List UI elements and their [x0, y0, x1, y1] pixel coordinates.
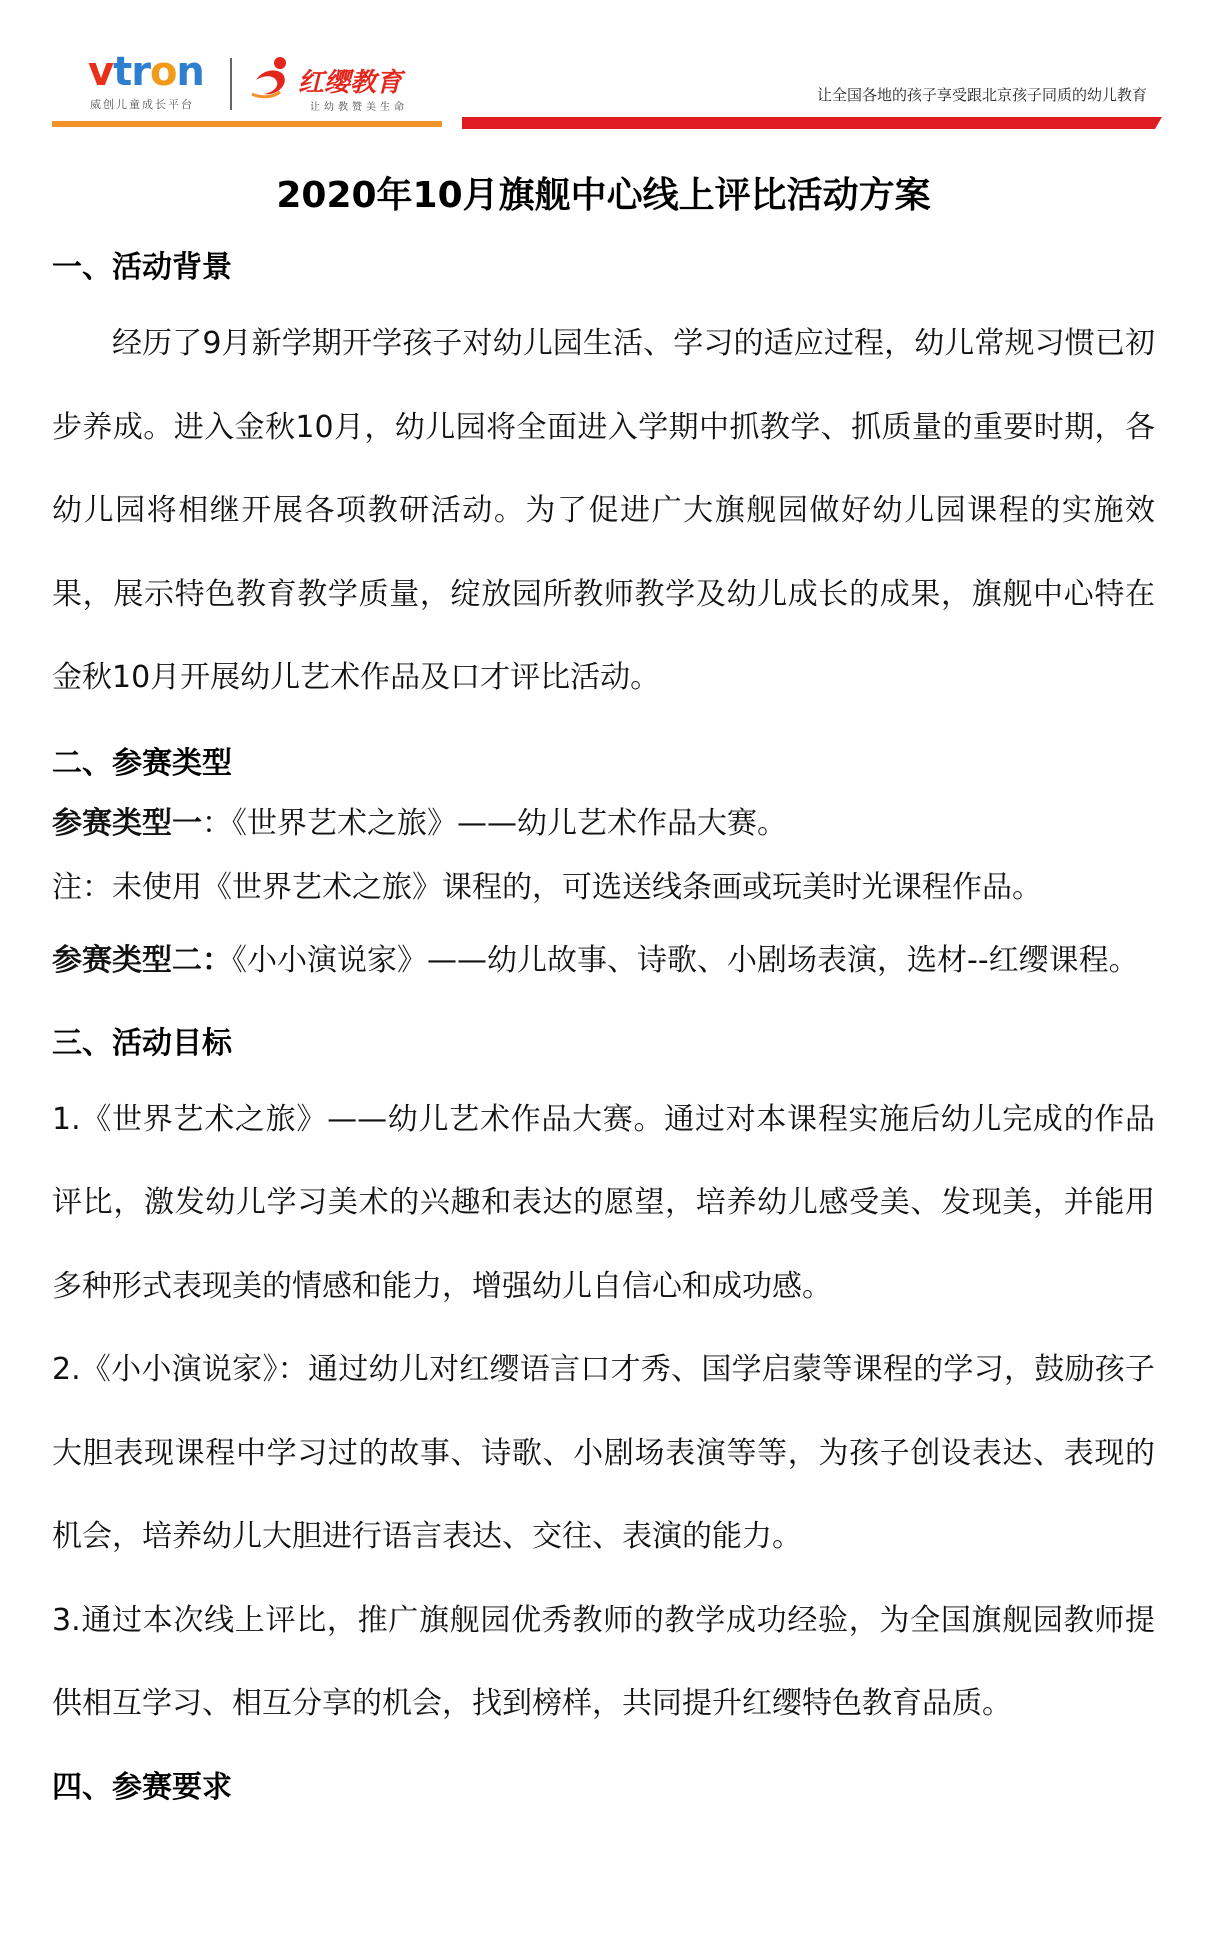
vtron-logo [88, 49, 208, 112]
header-orange-bar [52, 121, 442, 127]
hongying-tagline: 让幼教赞美生命 [310, 102, 408, 113]
header-red-bar [450, 117, 1162, 129]
entry-type-two [52, 920, 1155, 1002]
section-heading-requirements: 四、参赛要求 [52, 1769, 232, 1805]
background-paragraph: 经历了9月新学期开学孩子对幼儿园生活、学习的适应过程，幼儿常规习惯已初步养成。进入金秋10月，幼儿园将全面进入学期中抓教学、抓质量的重要时期，各幼儿园将相继开展各项教研活动。为了促进广大旗舰园做好幼儿园课程的实施效果，展示特色教育教学质量，绽放园所教师教学及幼儿成长的成果，旗舰中心特在金秋10月开展幼儿艺术作品及口才评比活动。 [52, 326, 1155, 695]
goal-two: 2.《小小演说家》：通过幼儿对红缨语言口才秀、国学启蒙等课程的学习，鼓励孩子大胆表现课程中学习过的故事、诗歌、小剧场表演等等，为孩子创设表达、表现的机会，培养幼儿大胆进行语言表达、交往、表演的能力。 [52, 1352, 1155, 1554]
entry-type-two-label: 参赛类型二： [52, 942, 232, 978]
page-header [0, 0, 1207, 140]
entry-type-one-label: 参赛类型一 [52, 805, 202, 841]
vtron-tagline: 威创儿童成长平台 [90, 98, 194, 111]
hongying-name: 红缨教育 [298, 68, 403, 98]
vtron-logo-text: vtron [88, 49, 204, 95]
header-bar-gap [442, 117, 462, 129]
document-body [52, 170, 1155, 1810]
document-title: 2020年10月旗舰中心线上评比活动方案 [276, 175, 931, 216]
entry-type-one-text: ：《世界艺术之旅》——幼儿艺术作品大赛。 [202, 805, 787, 841]
hongying-mark-icon [250, 54, 296, 100]
entry-type-one [52, 792, 1155, 856]
section-heading-types: 二、参赛类型 [52, 745, 232, 781]
entry-type-note: 注：未使用《世界艺术之旅》课程的，可选送线条画或玩美时光课程作品。 [52, 869, 1042, 905]
header-slogan: 让全国各地的孩子享受跟北京孩子同质的幼儿教育 [816, 86, 1147, 104]
logo-divider [230, 58, 232, 110]
goal-one: 1.《世界艺术之旅》——幼儿艺术作品大赛。通过对本课程实施后幼儿完成的作品评比，激发幼儿学习美术的兴趣和表达的愿望，培养幼儿感受美、发现美，并能用多种形式表现美的情感和能力，增强幼儿自信心和成功感。 [52, 1101, 1155, 1304]
hongying-logo [250, 50, 420, 114]
section-heading-background: 一、活动背景 [52, 250, 232, 285]
entry-type-two-text: 《小小演说家》——幼儿故事、诗歌、小剧场表演，选材--红缨课程。 [232, 942, 1139, 978]
section-heading-goals: 三、活动目标 [52, 1025, 232, 1061]
goal-three: 3.通过本次线上评比，推广旗舰园优秀教师的教学成功经验，为全国旗舰园教师提供相互学习、相互分享的机会，找到榜样，共同提升红缨特色教育品质。 [52, 1602, 1155, 1721]
